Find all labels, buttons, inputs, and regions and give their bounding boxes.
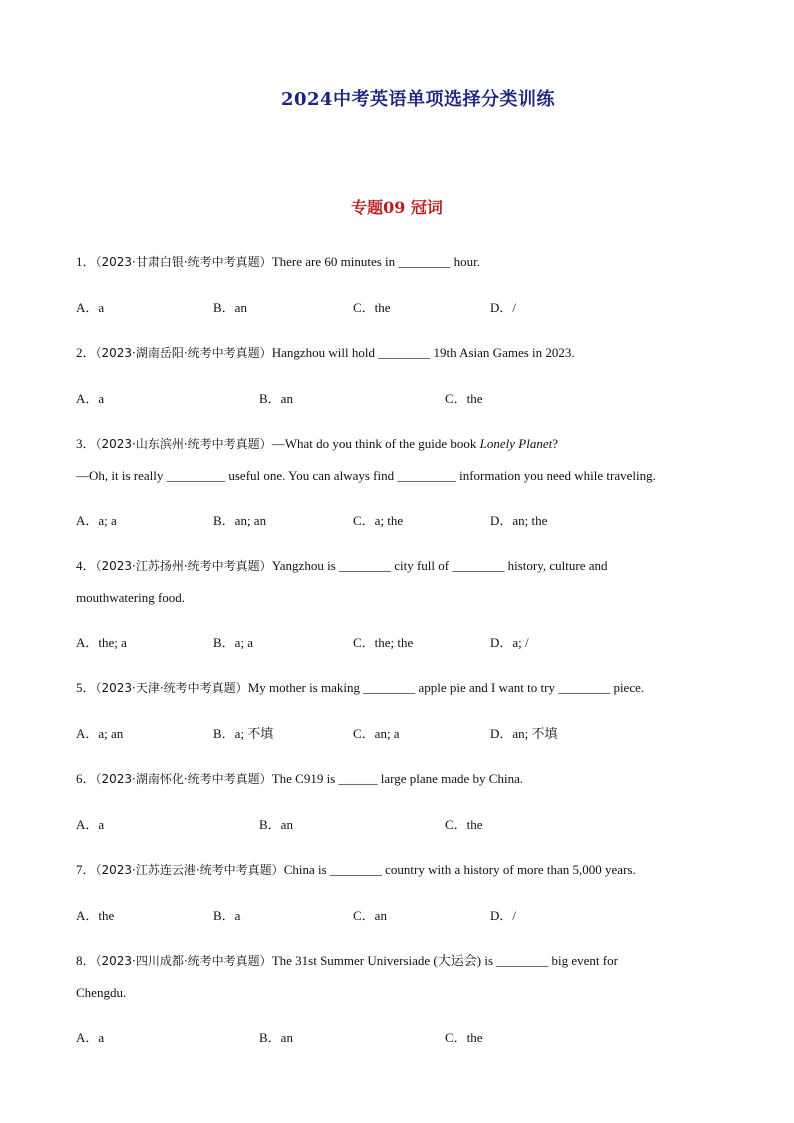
- option-a[interactable]: A．a; a: [76, 513, 117, 528]
- question-text: —What do you think of the guide book Lonely Planet?: [271, 436, 559, 451]
- answer-options: [76, 809, 726, 840]
- question-stem: [76, 337, 726, 369]
- option-c[interactable]: C．an: [353, 908, 387, 923]
- question-line: [76, 977, 726, 1008]
- question-stem: [76, 550, 726, 613]
- option-b[interactable]: B．an: [259, 391, 293, 406]
- question-line: [76, 672, 726, 704]
- option-d[interactable]: D．a; /: [490, 635, 529, 650]
- option-b[interactable]: B．a; 不填: [213, 726, 274, 741]
- question-item: [76, 945, 726, 1053]
- question-source: （2023·四川成都·统考中考真题）: [95, 954, 272, 968]
- option-d[interactable]: D．/: [490, 908, 517, 923]
- question-stem: [76, 763, 726, 795]
- question-stem: [76, 672, 726, 704]
- question-text: The C919 is ______ large plane made by China.: [271, 771, 524, 786]
- question-number: 8．: [76, 953, 96, 968]
- question-line: [76, 337, 726, 369]
- question-source: （2023·江苏扬州·统考中考真题）: [95, 559, 272, 573]
- question-item: [76, 672, 726, 749]
- question-number: 5．: [76, 680, 96, 695]
- answer-options: [76, 1022, 726, 1053]
- question-line: [76, 460, 726, 491]
- question-text: mouthwatering food.: [76, 590, 186, 605]
- option-b[interactable]: B．a: [213, 908, 241, 923]
- option-d[interactable]: D．an; 不填: [490, 726, 558, 741]
- option-a[interactable]: A．the; a: [76, 635, 127, 650]
- option-a[interactable]: A．the: [76, 908, 115, 923]
- question-source: （2023·甘肃白银·统考中考真题）: [95, 255, 272, 269]
- question-text: —Oh, it is really _________ useful one. You can always find _________ information you need while traveling.: [76, 468, 656, 483]
- option-c[interactable]: C．a; the: [353, 513, 404, 528]
- question-text: Hangzhou will hold ________ 19th Asian Games in 2023.: [271, 345, 575, 360]
- option-b[interactable]: B．an: [259, 817, 293, 832]
- section-title: 专题09 冠词: [351, 198, 443, 217]
- option-c[interactable]: C．the: [445, 391, 483, 406]
- question-item: [76, 428, 726, 536]
- question-line: [76, 246, 726, 278]
- option-a[interactable]: A．a: [76, 391, 105, 406]
- question-number: 4．: [76, 558, 96, 573]
- option-d[interactable]: D．an; the: [490, 513, 548, 528]
- question-number: 3．: [76, 436, 96, 451]
- option-a[interactable]: A．a; an: [76, 726, 124, 741]
- option-b[interactable]: B．an; an: [213, 513, 267, 528]
- question-text: There are 60 minutes in ________ hour.: [271, 254, 481, 269]
- answer-options: [76, 627, 726, 658]
- question-line: [76, 945, 726, 977]
- question-line: [76, 582, 726, 613]
- answer-options: [76, 383, 726, 414]
- question-item: [76, 550, 726, 658]
- answer-options: [76, 292, 726, 323]
- question-item: [76, 763, 726, 840]
- option-a[interactable]: A．a: [76, 817, 105, 832]
- question-stem: [76, 428, 726, 491]
- question-number: 7．: [76, 862, 96, 877]
- question-source: （2023·天津·统考中考真题）: [95, 681, 248, 695]
- question-source: （2023·湖南怀化·统考中考真题）: [95, 772, 272, 786]
- question-stem: [76, 945, 726, 1008]
- option-b[interactable]: B．a; a: [213, 635, 254, 650]
- question-item: [76, 337, 726, 414]
- question-line: [76, 854, 726, 886]
- question-source: （2023·山东滨州·统考中考真题）: [95, 437, 272, 451]
- answer-options: [76, 505, 726, 536]
- question-text: China is ________ country with a history of more than 5,000 years.: [283, 862, 636, 877]
- question-source: （2023·江苏连云港·统考中考真题）: [95, 863, 284, 877]
- option-b[interactable]: B．an: [213, 300, 247, 315]
- question-number: 1．: [76, 254, 96, 269]
- question-number: 6．: [76, 771, 96, 786]
- option-c[interactable]: C．an; a: [353, 726, 400, 741]
- option-b[interactable]: B．an: [259, 1030, 293, 1045]
- question-text: My mother is making ________ apple pie and I want to try ________ piece.: [247, 680, 645, 695]
- option-c[interactable]: C．the: [445, 1030, 483, 1045]
- question-stem: [76, 854, 726, 886]
- question-text: The 31st Summer Universiade (大运会) is ________ big event for: [271, 953, 618, 968]
- answer-options: [76, 718, 726, 749]
- option-d[interactable]: D．/: [490, 300, 517, 315]
- question-number: 2．: [76, 345, 96, 360]
- question-stem: [76, 246, 726, 278]
- question-text: Chengdu.: [76, 985, 127, 1000]
- question-line: [76, 550, 726, 582]
- question-item: [76, 246, 726, 323]
- option-c[interactable]: C．the; the: [353, 635, 414, 650]
- question-source: （2023·湖南岳阳·统考中考真题）: [95, 346, 272, 360]
- option-c[interactable]: C．the: [353, 300, 391, 315]
- option-a[interactable]: A．a: [76, 300, 105, 315]
- question-line: [76, 763, 726, 795]
- document-title: 2024中考英语单项选择分类训练: [280, 89, 556, 110]
- question-item: [76, 854, 726, 931]
- option-c[interactable]: C．the: [445, 817, 483, 832]
- option-a[interactable]: A．a: [76, 1030, 105, 1045]
- answer-options: [76, 900, 726, 931]
- question-line: [76, 428, 726, 460]
- question-text: Yangzhou is ________ city full of ________ history, culture and: [271, 558, 608, 573]
- question-list: [76, 246, 726, 1067]
